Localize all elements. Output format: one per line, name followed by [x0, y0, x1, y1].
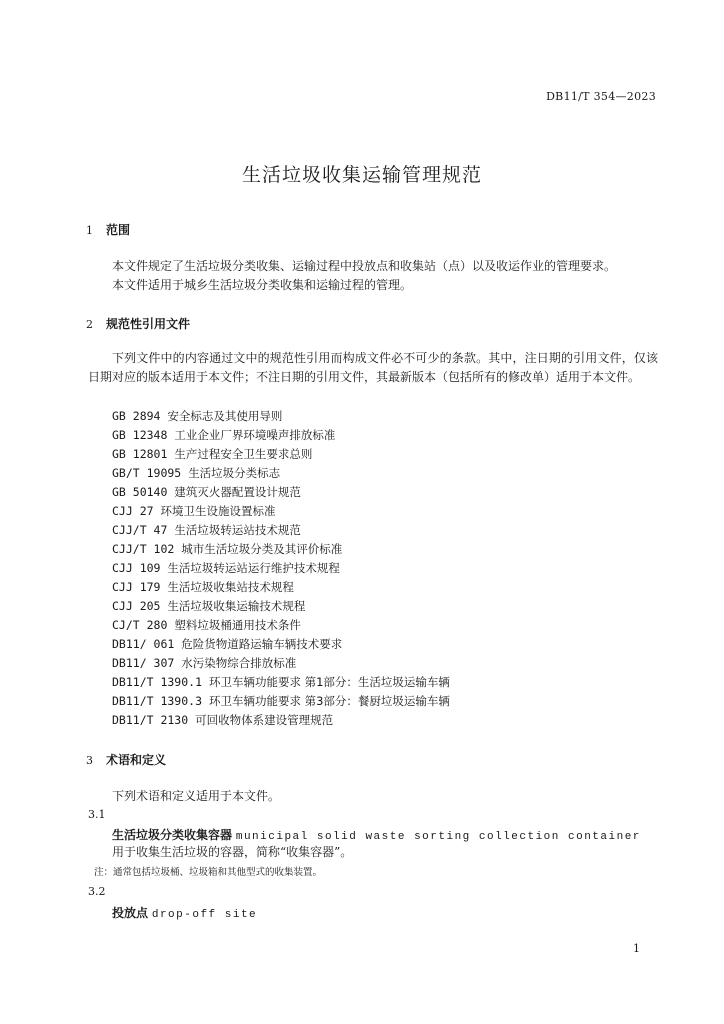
clause-number: 3.2: [88, 885, 106, 898]
reference-code: DB11/T 1390.1: [112, 675, 203, 689]
term-heading: [112, 904, 257, 921]
reference-item: [112, 427, 335, 443]
standard-number: DB11/T 354—2023: [546, 90, 656, 103]
section-title: 术语和定义: [106, 753, 167, 767]
reference-name: 塑料垃圾桶通用技术条件: [174, 618, 301, 632]
reference-code: CJ/T 280: [112, 618, 168, 632]
reference-code: CJJ 179: [112, 580, 161, 594]
reference-item: [112, 560, 340, 576]
reference-item: [112, 655, 296, 671]
section-title: 范围: [106, 223, 131, 237]
reference-code: CJJ 27: [112, 504, 154, 518]
reference-item: [112, 617, 301, 633]
terms-intro: 下列术语和定义适用于本文件。: [112, 789, 281, 803]
reference-name: 城市生活垃圾分类及其评价标准: [181, 542, 343, 556]
reference-code: GB 50140: [112, 485, 168, 499]
reference-code: GB 12348: [112, 428, 168, 442]
document-title: 生活垃圾收集运输管理规范: [241, 164, 482, 186]
term-definition: 用于收集生活垃圾的容器，简称“收集容器”。: [112, 845, 353, 859]
reference-name: 生活垃圾转运站运行维护技术规程: [167, 561, 340, 575]
reference-code: CJJ/T 47: [112, 523, 168, 537]
reference-name: 水污染物综合排放标准: [181, 656, 297, 670]
reference-name: 环卫车辆功能要求 第3部分：餐厨垃圾运输车辆: [208, 694, 450, 708]
reference-code: DB11/T 2130: [112, 713, 189, 727]
reference-name: 工业企业厂界环境噪声排放标准: [174, 428, 336, 442]
section-number: 1: [86, 224, 93, 237]
term-name-cn: 生活垃圾分类收集容器: [112, 828, 233, 842]
section-number: 3: [86, 754, 93, 767]
reference-code: CJJ 109: [112, 561, 161, 575]
reference-code: DB11/T 1390.3: [112, 694, 203, 708]
reference-code: GB 2894: [112, 409, 161, 423]
reference-name: 生活垃圾收集运输技术规程: [167, 599, 306, 613]
scope-paragraph-2: 本文件适用于城乡生活垃圾分类收集和运输过程的管理。: [112, 278, 413, 292]
section-number: 2: [86, 318, 93, 331]
reference-item: [112, 541, 342, 557]
term-heading: [112, 826, 641, 843]
reference-code: GB 12801: [112, 447, 168, 461]
reference-code: CJJ/T 102: [112, 542, 175, 556]
reference-item: [112, 465, 280, 481]
reference-item: [112, 446, 312, 462]
reference-item: [112, 522, 301, 538]
reference-name: 生产过程安全卫生要求总则: [174, 447, 313, 461]
reference-name: 环境卫生设施设置标准: [160, 504, 276, 518]
references-intro: 下列文件中的内容通过文中的规范性引用而构成文件必不可少的条款。其中，注日期的引用文件，仅该日期对应的版本适用于本文件；不注日期的引用文件，其最新版本（包括所有的修改单）适用于本文件。: [88, 351, 658, 384]
reference-name: 生活垃圾分类标志: [188, 466, 281, 480]
scope-paragraph-1: 本文件规定了生活垃圾分类收集、运输过程中投放点和收集站（点）以及收运作业的管理要求。: [112, 259, 617, 273]
reference-item: [112, 484, 301, 500]
reference-item: [112, 636, 342, 652]
term-name-cn: 投放点: [112, 906, 149, 920]
reference-item: [112, 598, 305, 614]
reference-item: [112, 408, 282, 424]
section-heading-scope: [86, 221, 130, 238]
reference-item: [112, 712, 333, 728]
section-heading-terms: [86, 751, 166, 768]
reference-name: 建筑灭火器配置设计规范: [174, 485, 301, 499]
clause-number: 3.1: [88, 808, 106, 821]
reference-name: 可回收物体系建设管理规范: [195, 713, 334, 727]
reference-name: 环卫车辆功能要求 第1部分：生活垃圾运输车辆: [208, 675, 450, 689]
reference-name: 生活垃圾转运站技术规范: [174, 523, 301, 537]
reference-code: GB/T 19095: [112, 466, 182, 480]
reference-name: 安全标志及其使用导则: [167, 409, 283, 423]
section-title: 规范性引用文件: [106, 317, 191, 331]
term-name-en: municipal solid waste sorting collection container: [235, 831, 641, 843]
page-number: 1: [633, 942, 640, 955]
reference-item: [112, 503, 275, 519]
reference-item: [112, 674, 450, 690]
reference-name: 生活垃圾收集站技术规程: [167, 580, 294, 594]
term-name-en: drop-off site: [151, 909, 258, 921]
term-note: 注：通常包括垃圾桶、垃圾箱和其他型式的收集装置。: [94, 867, 323, 878]
reference-item: [112, 693, 450, 709]
section-heading-references: [86, 315, 190, 332]
reference-item: [112, 579, 294, 595]
reference-code: DB11/ 061: [112, 637, 175, 651]
reference-code: DB11/ 307: [112, 656, 175, 670]
reference-code: CJJ 205: [112, 599, 161, 613]
reference-name: 危险货物道路运输车辆技术要求: [181, 637, 343, 651]
